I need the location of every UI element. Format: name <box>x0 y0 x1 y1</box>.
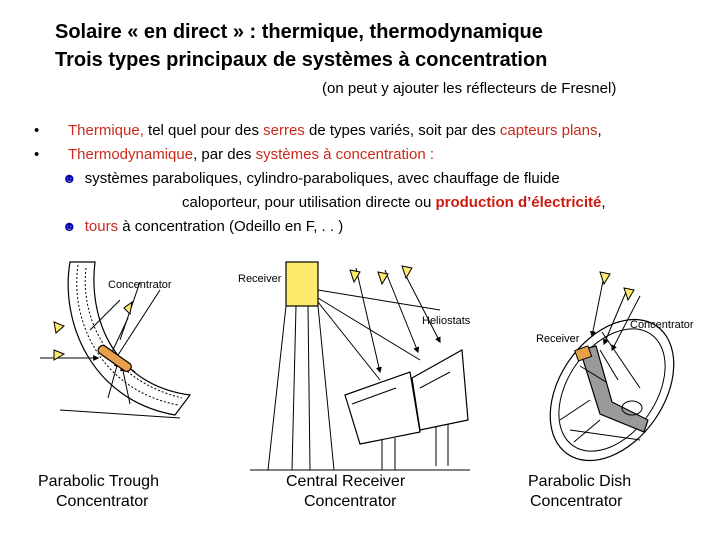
dish-concentrator-label: Concentrator <box>630 319 694 331</box>
central-receiver-drawing <box>250 262 470 470</box>
systemes-concentration-term: systèmes à concentration : <box>255 146 435 163</box>
trough-concentrator-label: Concentrator <box>108 279 172 291</box>
trough-caption-line1: Parabolic Trough <box>38 473 159 490</box>
parabolic-dish-drawing <box>525 272 700 484</box>
capteurs-plans-term: capteurs plans <box>499 122 598 139</box>
thermique-term: Thermique, <box>68 122 144 139</box>
production-electricite-term: production d’électricité <box>435 194 602 211</box>
smiley-icon: ☻ <box>62 218 77 234</box>
bullet-marker: • <box>34 146 40 163</box>
tower-caption-line2: Concentrator <box>304 493 397 510</box>
trough-caption-line2: Concentrator <box>56 493 149 510</box>
text: à concentration (Odeillo en F, . . ) <box>118 218 344 235</box>
subtitle: (on peut y ajouter les réflecteurs de Fresnel) <box>322 80 617 97</box>
smiley-icon: ☻ <box>62 170 77 186</box>
heliostats-label: Heliostats <box>422 315 471 327</box>
bullet-marker: • <box>34 122 40 139</box>
thermodynamique-term: Thermodynamique <box>68 146 194 163</box>
text: , <box>601 194 606 211</box>
text: caloporteur, pour utilisation directe ou <box>182 194 436 211</box>
title-line-1: Solaire « en direct » : thermique, thermodynamique <box>55 21 543 43</box>
tours-term: tours <box>84 218 119 235</box>
text: systèmes paraboliques, cylindro-paraboliques, avec chauffage de fluide <box>84 170 560 187</box>
serres-term: serres <box>263 122 305 139</box>
dish-caption-line2: Concentrator <box>530 493 623 510</box>
text: tel quel pour des <box>143 122 264 139</box>
dish-caption-line1: Parabolic Dish <box>528 473 632 490</box>
text: , par des <box>193 146 256 163</box>
tower-caption-line1: Central Receiver <box>286 473 406 490</box>
text: de types variés, soit par des <box>304 122 500 139</box>
title-line-2: Trois types principaux de systèmes à concentration <box>55 49 548 71</box>
dish-receiver-label: Receiver <box>536 333 580 345</box>
tower-receiver-label: Receiver <box>238 273 282 285</box>
text: , <box>597 122 602 139</box>
